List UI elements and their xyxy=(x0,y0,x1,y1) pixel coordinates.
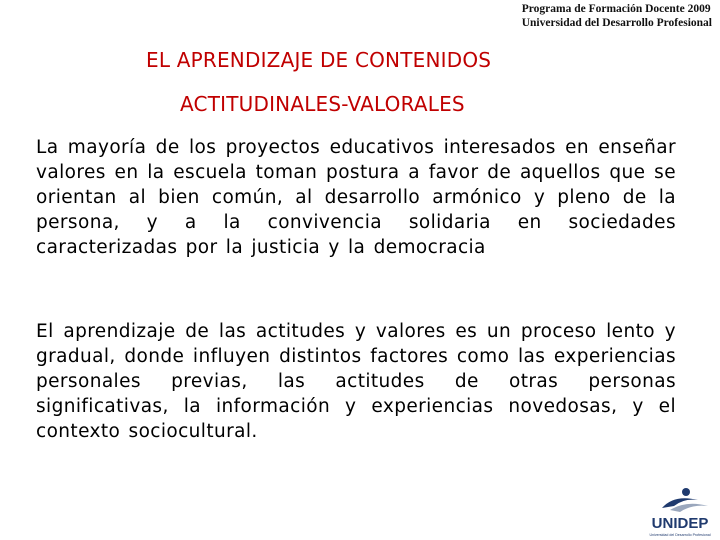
slide-header xyxy=(522,2,712,30)
slide-title-line-2: ACTITUDINALES-VALORALES xyxy=(180,92,465,116)
unidep-logo xyxy=(640,482,720,540)
logo-tagline: Universidad del Desarrollo Profesional xyxy=(649,533,711,537)
university-label: Universidad del Desarrollo Profesional xyxy=(521,17,712,29)
body-paragraph-2: El aprendizaje de las actitudes y valores es un proceso lento y gradual, donde influyen distintos factores como las experiencias personales previas, las actitudes de otras personas significativas, la información y experiencias novedosas, y el contexto sociocultural. xyxy=(36,321,676,442)
unidep-logo-icon xyxy=(640,482,720,540)
program-label: Programa de Formación Docente 2009 xyxy=(521,3,711,15)
body-paragraph-1: La mayoría de los proyectos educativos interesados en enseñar valores en la escuela toman postura a favor de aquellos que se orientan al bien común, al desarrollo armónico y pleno de la persona, y a la convivencia solidaria en sociedades caracterizadas por la justicia y la democracia xyxy=(36,137,676,258)
slide-title-line-1: EL APRENDIZAJE DE CONTENIDOS xyxy=(146,48,492,72)
logo-wordmark: UNIDEP xyxy=(651,515,709,532)
